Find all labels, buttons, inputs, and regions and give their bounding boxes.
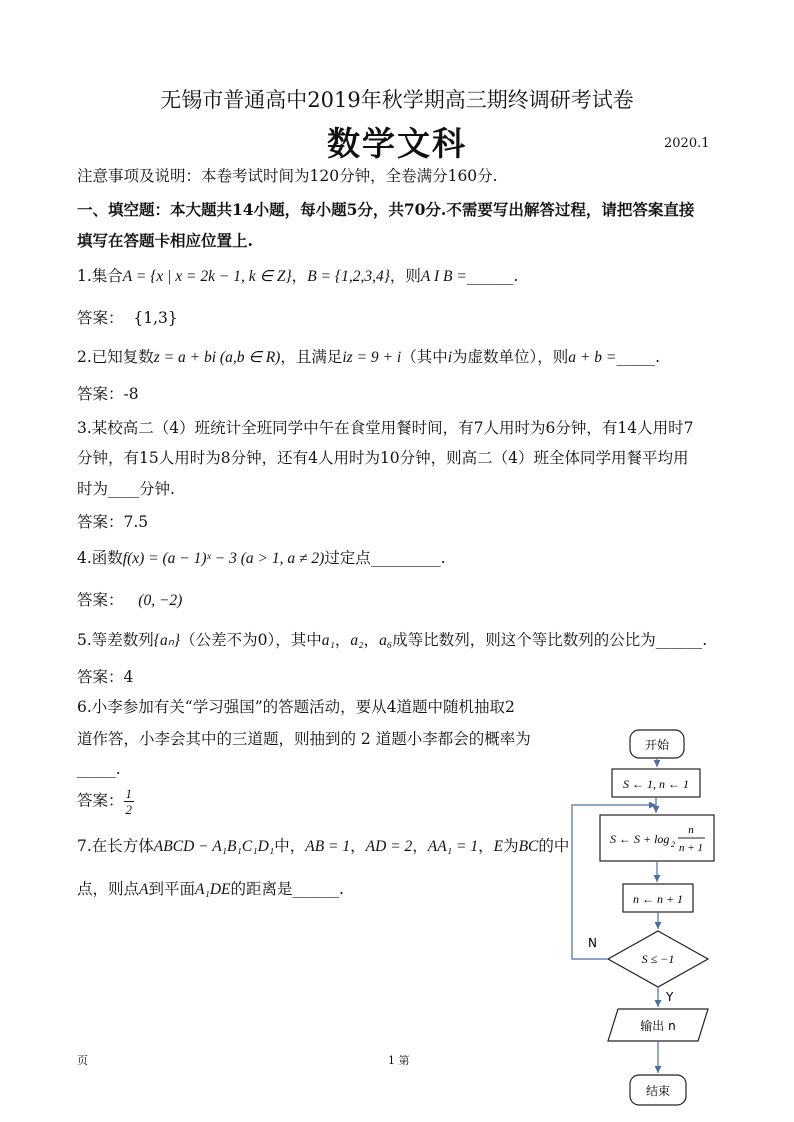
q2-paren: （其中 <box>401 348 448 366</box>
question-2 <box>77 345 660 367</box>
q5-a6: a₆ <box>379 632 393 649</box>
question-5 <box>77 628 707 650</box>
q1-prefix: 1.集合 <box>77 267 123 285</box>
q5-comma2: ， <box>363 631 380 649</box>
q1-expr: A I B = <box>420 268 467 285</box>
flow-output-label: 输出 n <box>640 1019 676 1033</box>
exam-date: 2020.1 <box>664 136 710 151</box>
answer-label: 答案： <box>77 309 124 327</box>
flow-decision-label: S ≤ −1 <box>641 952 675 966</box>
q7-text: 的中 <box>538 837 570 855</box>
q1-suffix: ，则 <box>389 267 421 285</box>
flow-end-label: 结束 <box>645 1084 671 1098</box>
q2-complex: z = a + bi (a,b ∈ R) <box>153 349 281 366</box>
flow-no-label: N <box>588 936 597 950</box>
q7-comma: ， <box>350 837 366 855</box>
section-heading-line2: 填写在答题卡相应位置上. <box>77 231 253 250</box>
question-6-line1: 6.小李参加有关“学习强国”的答题活动，要从4道题中随机抽取2 <box>77 698 515 716</box>
flow-init-label: S ← 1, n ← 1 <box>623 777 689 791</box>
q7-comma: ， <box>478 837 494 855</box>
answer-label: 答案： <box>77 791 124 810</box>
flow-yes-label: Y <box>666 990 674 1004</box>
q2-i: i <box>447 349 453 366</box>
q7-ad: AD = 2 <box>365 838 413 855</box>
q1-set-a: A = {x | x = 2k − 1, k ∈ Z} <box>122 268 292 285</box>
q2-condition: iz = 9 + i <box>342 349 402 366</box>
q2-mid: ，且满足 <box>280 348 343 366</box>
question-7-line1 <box>77 834 569 856</box>
answer-value: {1,3} <box>133 309 178 327</box>
notice-text: 注意事项及说明：本卷考试时间为120分钟，全卷满分160分. <box>77 167 498 185</box>
q5-a1: a₁ <box>321 632 335 649</box>
q1-set-b: B = {1,2,3,4} <box>307 268 390 285</box>
answer-label: 答案： <box>77 513 124 531</box>
flow-log-base: 2 <box>671 840 675 849</box>
q5-sequence: {aₙ} <box>153 632 181 649</box>
answer-3 <box>77 510 148 532</box>
q2-paren-end: 为虚数单位），则 <box>452 348 569 366</box>
q2-prefix: 2.已知复数 <box>77 348 154 366</box>
answer-2 <box>77 382 139 404</box>
q7-text: 点，则点 <box>77 880 140 898</box>
subject-title: 数学文科 <box>327 124 467 163</box>
q5-blank: ______. <box>655 631 708 649</box>
q7-e: E <box>493 838 504 855</box>
q7-text: 中， <box>274 837 306 855</box>
q4-suffix: 过定点 <box>324 549 371 567</box>
question-3-line3: 时为____分钟. <box>77 480 175 498</box>
q7-aa1: AA₁ = 1 <box>427 838 479 855</box>
q4-function: f(x) = (a − 1)ˣ − 3 (a > 1, a ≠ 2) <box>122 550 325 567</box>
section-heading-line1: 一、填空题：本大题共14小题，每小题5分，共70分.不需要写出解答过程，请把答案直接 <box>77 200 695 219</box>
answer-5 <box>77 665 133 687</box>
question-4 <box>77 546 446 568</box>
footer-page: 1 第 <box>388 1054 410 1067</box>
q7-plane: A₁DE <box>195 881 231 898</box>
fraction-numerator: 1 <box>125 786 133 801</box>
q2-blank: _____. <box>616 348 661 366</box>
flow-frac-numerator: n <box>688 824 694 836</box>
fraction-denominator: 2 <box>125 802 133 817</box>
flow-increment-label: n ← n + 1 <box>632 892 684 906</box>
q7-point-a: A <box>139 881 149 898</box>
answer-value: 7.5 <box>123 513 149 531</box>
q7-text: 为 <box>503 837 519 855</box>
q5-a2: a₂ <box>350 632 364 649</box>
q7-solid: ABCD − A₁B₁C₁D₁ <box>153 838 275 855</box>
q7-bc: BC <box>518 838 539 855</box>
answer-label: 答案： <box>77 668 124 686</box>
q7-ab: AB = 1 <box>305 838 351 855</box>
question-3-line2: 分钟，有15人用时为8分钟，还有4人用时为10分钟，则高二（4）班全体同学用餐平均用 <box>77 449 689 467</box>
q5-prefix: 5.等差数列 <box>77 631 154 649</box>
q1-blank: ______. <box>466 267 519 285</box>
q7-text: 7.在长方体 <box>77 837 154 855</box>
footer-left: 页 <box>77 1054 88 1067</box>
answer-4 <box>77 588 182 610</box>
q7-comma: ， <box>412 837 428 855</box>
answer-fraction <box>124 786 135 817</box>
answer-value: 4 <box>123 668 134 686</box>
q4-blank: _________. <box>370 549 446 567</box>
q7-text: 的距离是 <box>230 880 293 898</box>
q5-suffix: 成等比数列，则这个等比数列的公比为 <box>392 631 656 649</box>
q1-sep: ， <box>291 267 308 285</box>
answer-value: -8 <box>123 385 139 403</box>
q5-comma1: ， <box>334 631 351 649</box>
flow-start-label: 开始 <box>644 738 670 752</box>
flow-frac-denominator: n + 1 <box>679 842 703 854</box>
answer-label: 答案： <box>77 591 124 609</box>
q7-blank: ______. <box>292 880 344 898</box>
q7-text: 到平面 <box>148 880 195 898</box>
question-3-line1: 3.某校高二（4）班统计全班同学中午在食堂用餐时间，有7人用时为6分钟，有14人用时7 <box>77 419 694 437</box>
answer-value: (0, −2) <box>138 592 183 609</box>
exam-title: 无锡市普通高中2019年秋学期高三期终调研考试卷 <box>160 88 634 112</box>
question-1 <box>77 264 518 286</box>
flow-update-prefix: S ← S + log <box>610 832 670 846</box>
q4-prefix: 4.函数 <box>77 549 123 567</box>
answer-label: 答案： <box>77 385 124 403</box>
flowchart <box>560 720 794 1115</box>
question-6-line2: 道作答，小李会其中的三道题，则抽到的 2 道题小李都会的概率为 <box>77 730 531 748</box>
answer-1 <box>77 306 178 328</box>
q5-mid: （公差不为0），其中 <box>180 631 322 649</box>
question-6-line3: _____. <box>77 760 121 778</box>
question-7-line2 <box>77 877 344 899</box>
q2-expr: a + b = <box>568 349 617 366</box>
answer-6 <box>77 786 134 817</box>
